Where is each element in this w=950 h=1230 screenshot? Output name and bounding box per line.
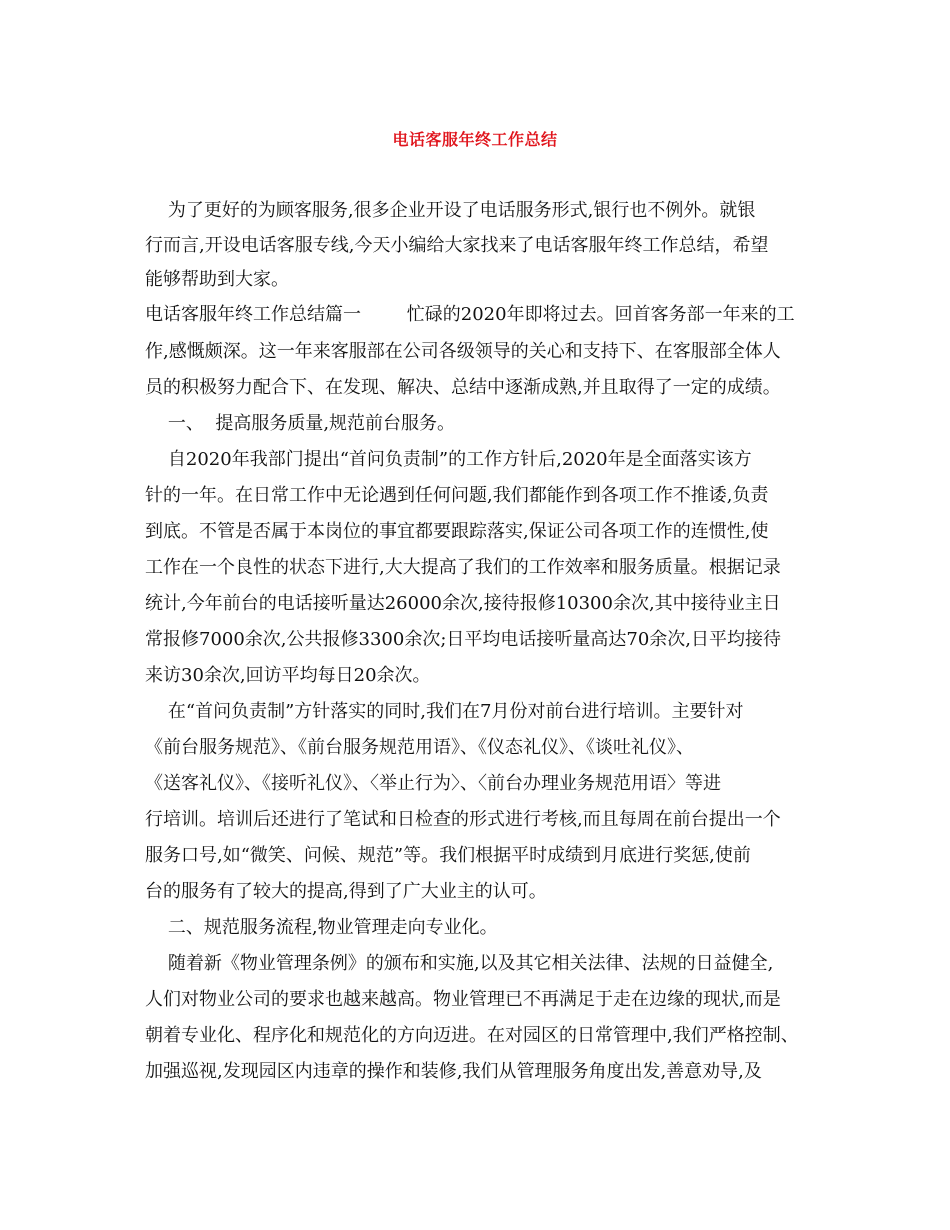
paragraph-line: 工作在一个良性的状态下进行,大大提高了我们的工作效率和服务质量。根据记录 [145, 557, 781, 578]
paragraph-line: 到底。不管是否属于本岗位的事宜都要跟踪落实,保证公司各项工作的连惯性,使 [145, 521, 769, 542]
document-title: 电话客服年终工作总结 [392, 130, 558, 149]
paragraph-line: 加强巡视,发现园区内违章的操作和装修,我们从管理服务角度出发,善意劝导,及 [145, 1061, 762, 1082]
paragraph-line: 统计,今年前台的电话接听量达26000余次,接待报修10300余次,其中接待业主日 [145, 593, 781, 614]
paragraph-line: 《送客礼仪》、《接听礼仪》、〈举止行为〉、〈前台办理业务规范用语〉等进 [145, 773, 721, 794]
paragraph-line: 能够帮助到大家。 [145, 269, 289, 290]
paragraph-line: 在“首问负责制”方针落实的同时,我们在7月份对前台进行培训。主要针对 [145, 701, 744, 722]
paragraph-line: 作,感慨颇深。这一年来客服部在公司各级领导的关心和支持下、在客服部全体人 [145, 341, 781, 362]
paragraph-line: 为了更好的为顾客服务,很多企业开设了电话服务形式,银行也不例外。就银 [145, 200, 756, 221]
paragraph-line: 台的服务有了较大的提高,得到了广大业主的认可。 [145, 881, 547, 902]
paragraph-line: 人们对物业公司的要求也越来越高。物业管理已不再满足于走在边缘的现状,而是 [145, 989, 781, 1010]
paragraph-line: 随着新《物业管理条例》的颁布和实施,以及其它相关法律、法规的日益健全, [145, 953, 774, 974]
section-heading: 二、规范服务流程,物业管理走向专业化。 [145, 917, 498, 938]
paragraph-line: 电话客服年终工作总结篇一 忙碌的2020年即将过去。回首客务部一年来的工 [145, 304, 795, 325]
section-heading: 一、 提高服务质量,规范前台服务。 [145, 413, 456, 434]
paragraph-line: 常报修7000余次,公共报修3300余次;日平均电话接听量高达70余次,日平均接待 [145, 629, 782, 650]
paragraph-line: 行而言,开设电话客服专线,今天小编给大家找来了电话客服年终工作总结，希望 [145, 235, 769, 256]
paragraph-line: 《前台服务规范》、《前台服务规范用语》、《仪态礼仪》、《谈吐礼仪》、 [145, 737, 694, 758]
paragraph-line: 针的一年。在日常工作中无论遇到任何问题,我们都能作到各项工作不推诿,负责 [145, 485, 769, 506]
paragraph-line: 服务口号,如“微笑、问候、规范”等。我们根据平时成绩到月底进行奖惩,使前 [145, 845, 751, 866]
paragraph-line: 来访30余次,回访平均每日20余次。 [145, 665, 431, 686]
paragraph-line: 行培训。培训后还进行了笔试和日检查的形式进行考核,而且每周在前台提出一个 [145, 809, 781, 830]
paragraph-line: 朝着专业化、程序化和规范化的方向迈进。在对园区的日常管理中,我们严格控制、 [145, 1025, 799, 1046]
paragraph-line: 自2020年我部门提出“首问负责制”的工作方针后,2020年是全面落实该方 [145, 449, 752, 470]
paragraph-line: 员的积极努力配合下、在发现、解决、总结中逐渐成熟,并且取得了一定的成绩。 [145, 377, 781, 398]
